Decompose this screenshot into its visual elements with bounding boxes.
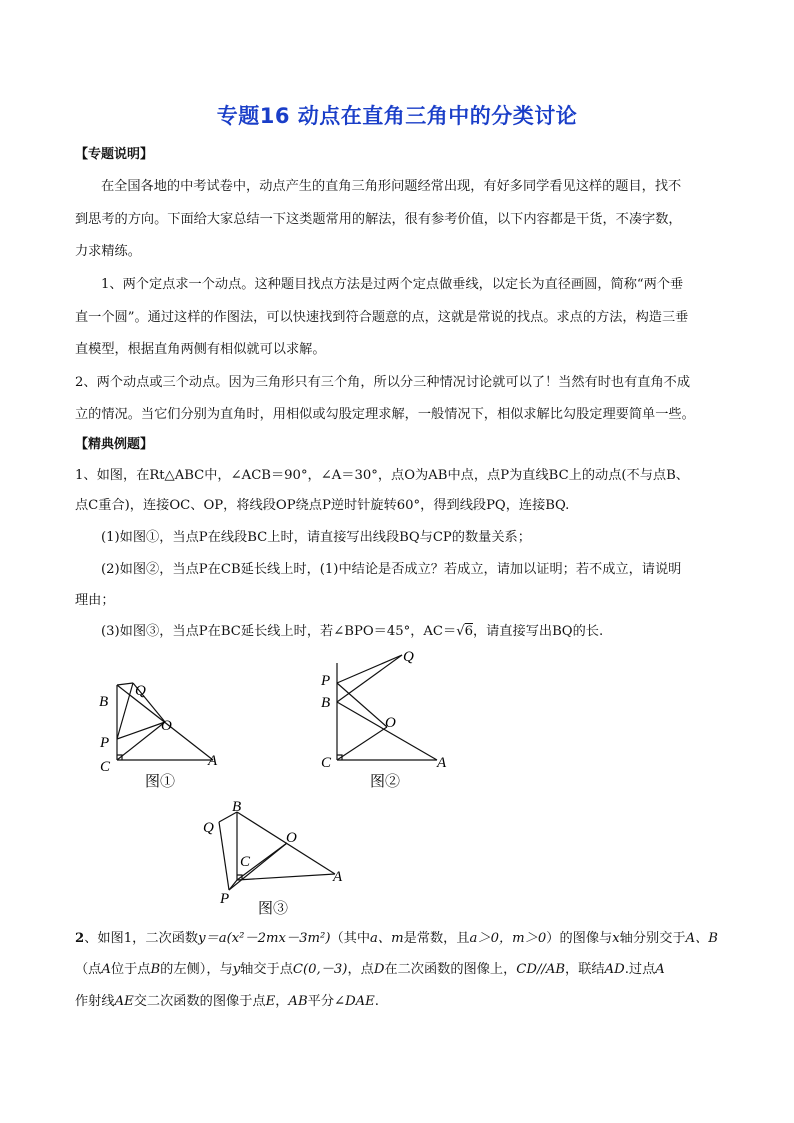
- problem2-var: E: [265, 994, 276, 1009]
- problem2-line-2: [75, 961, 665, 979]
- fig1-label-p: P: [100, 735, 110, 751]
- problem2-var: AB: [288, 994, 308, 1009]
- problem2-text: 的左侧），与: [160, 962, 233, 977]
- intro-line: 1、两个定点求一个动点。这种题目找点方法是过两个定点做垂线，以定长为直径画圆，简称“两个垂: [101, 277, 684, 292]
- problem2-line-1: [75, 930, 718, 948]
- fig2-label-p: P: [321, 673, 331, 689]
- fig1-label-b: B: [99, 694, 109, 710]
- problem1-line: 点C重合)，连接OC、OP，将线段OP绕点P逆时针旋转60°，得到线段PQ，连接BQ.: [75, 498, 570, 513]
- fig2-label-o: O: [385, 715, 396, 731]
- fig1-segment-co: [117, 722, 165, 760]
- fig1-label-o: O: [161, 718, 172, 734]
- problem2-var: y: [232, 962, 241, 977]
- fig2-label-q: Q: [403, 649, 414, 665]
- problem2-text: 、如图1，二次函数: [84, 931, 199, 946]
- problem2-var: A: [101, 962, 111, 977]
- fig2-segment-po: [337, 683, 387, 727]
- problem2-text: 作射线: [75, 994, 115, 1009]
- problem1-line6-prefix: (3)如图③，当点P在BC延长线上时，若∠BPO＝45°，AC＝: [101, 624, 457, 639]
- intro-line: 在全国各地的中考试卷中，动点产生的直角三角形问题经常出现，有好多同学看见这样的题目，找不: [101, 179, 682, 194]
- fig2-label-a: A: [437, 755, 447, 771]
- problem2-var: AE: [114, 994, 134, 1009]
- page-title: 专题16 动点在直角三角中的分类讨论: [216, 104, 578, 128]
- fig3-label-b: B: [232, 799, 242, 815]
- intro-line: 直一个圆”。通过这样的作图法，可以快速找到符合题意的点，这就是常说的找点。求点的方法，构造三垂: [75, 310, 689, 325]
- fig2-label-b: B: [321, 695, 331, 711]
- problem2-text: ，: [275, 994, 289, 1009]
- problem2-var: ∠DAE: [334, 994, 375, 1009]
- fig3-segment-qp: [219, 822, 229, 890]
- fig1-segment-po: [117, 722, 165, 739]
- sqrt-symbol: √: [456, 624, 465, 639]
- problem2-text: 交二次函数的图像于点: [133, 994, 266, 1009]
- problem2-var: A、B: [685, 931, 718, 946]
- fig3-label-p: P: [220, 891, 230, 907]
- problem2-formula: y＝a(x²－2mx－3m²): [198, 931, 331, 946]
- fig2-caption: 图②: [370, 774, 401, 790]
- fig2-segment-ba: [337, 702, 437, 760]
- problem1-line: (2)如图②，当点P在CB延长线上时，(1)中结论是否成立？若成立，请加以证明；若不成立，请说明: [101, 562, 682, 577]
- intro-line: 立的情况。当它们分别为直角时，用相似或勾股定理求解，一般情况下，相似求解比勾股定理要简单一些。: [75, 407, 695, 422]
- problem1-line: 理由；: [75, 593, 115, 608]
- problem2-var: A: [655, 962, 665, 977]
- problem2-var: a、m: [370, 931, 404, 946]
- section-header-examples: 【精典例题】: [75, 437, 154, 452]
- fig1-segment-bq: [117, 683, 133, 685]
- problem2-text: 轴分别交于: [619, 931, 686, 946]
- problem2-text: 在二次函数的图像上，: [384, 962, 517, 977]
- section-header-intro: 【专题说明】: [75, 147, 154, 162]
- fig2-label-c: C: [321, 755, 332, 771]
- problem2-text: 轴交于点: [240, 962, 293, 977]
- figure-2: [315, 645, 465, 795]
- sqrt-radicand: 6: [464, 624, 473, 639]
- problem2-text: ，联结: [565, 962, 605, 977]
- fig3-caption: 图③: [258, 901, 289, 917]
- problem2-var: CD//AB: [516, 962, 566, 977]
- figure-3: [195, 795, 355, 920]
- intro-line: 力求精练。: [75, 244, 141, 259]
- fig3-label-a: A: [333, 869, 343, 885]
- problem2-var: x: [612, 931, 620, 946]
- problem2-text: .过点: [624, 962, 656, 977]
- problem1-line: [101, 623, 603, 641]
- problem2-var: a＞0，m＞0: [469, 931, 547, 946]
- fig3-label-c: C: [240, 854, 251, 870]
- fig2-segment-co: [337, 727, 387, 760]
- problem2-var: D: [373, 962, 385, 977]
- problem2-number: 2: [75, 931, 85, 946]
- figure-1: [95, 675, 235, 795]
- problem2-var: B: [150, 962, 161, 977]
- problem2-text: 是常数，且: [403, 931, 470, 946]
- intro-line: 2、两个动点或三个动点。因为三角形只有三个角，所以分三种情况讨论就可以了！当然有时也有直角不成: [75, 375, 691, 390]
- fig1-label-c: C: [100, 759, 111, 775]
- problem2-text: （点: [75, 962, 102, 977]
- fig3-label-q: Q: [203, 820, 214, 836]
- problem1-line6-suffix: ，请直接写出BQ的长.: [472, 624, 604, 639]
- problem2-text: ）的图像与: [546, 931, 613, 946]
- problem1-line: 1、如图，在Rt△ABC中，∠ACB＝90°，∠A＝30°，点O为AB中点，点P为直线BC上的动点(不与点B、: [75, 468, 689, 483]
- problem2-text: 平分: [307, 994, 335, 1009]
- intro-line: 到思考的方向。下面给大家总结一下这类题常用的解法，很有参考价值，以下内容都是干货，不凑字数，: [75, 212, 682, 227]
- problem1-line: (1)如图①，当点P在线段BC上时，请直接写出线段BQ与CP的数量关系；: [101, 530, 531, 545]
- fig3-label-o: O: [286, 830, 297, 846]
- fig3-segment-ca: [237, 874, 335, 880]
- fig1-caption: 图①: [145, 774, 176, 790]
- fig1-label-q: Q: [135, 683, 146, 699]
- problem2-var: AD: [604, 962, 625, 977]
- fig1-label-a: A: [208, 753, 218, 769]
- intro-line: 直模型，根据直角两侧有相似就可以求解。: [75, 342, 326, 357]
- problem2-line-3: [75, 993, 379, 1011]
- problem2-text: .: [374, 994, 379, 1009]
- problem2-text: 位于点: [110, 962, 151, 977]
- problem2-text: （其中: [330, 931, 371, 946]
- problem2-text: ，点: [347, 962, 374, 977]
- problem2-var: C(0,－3): [292, 962, 348, 977]
